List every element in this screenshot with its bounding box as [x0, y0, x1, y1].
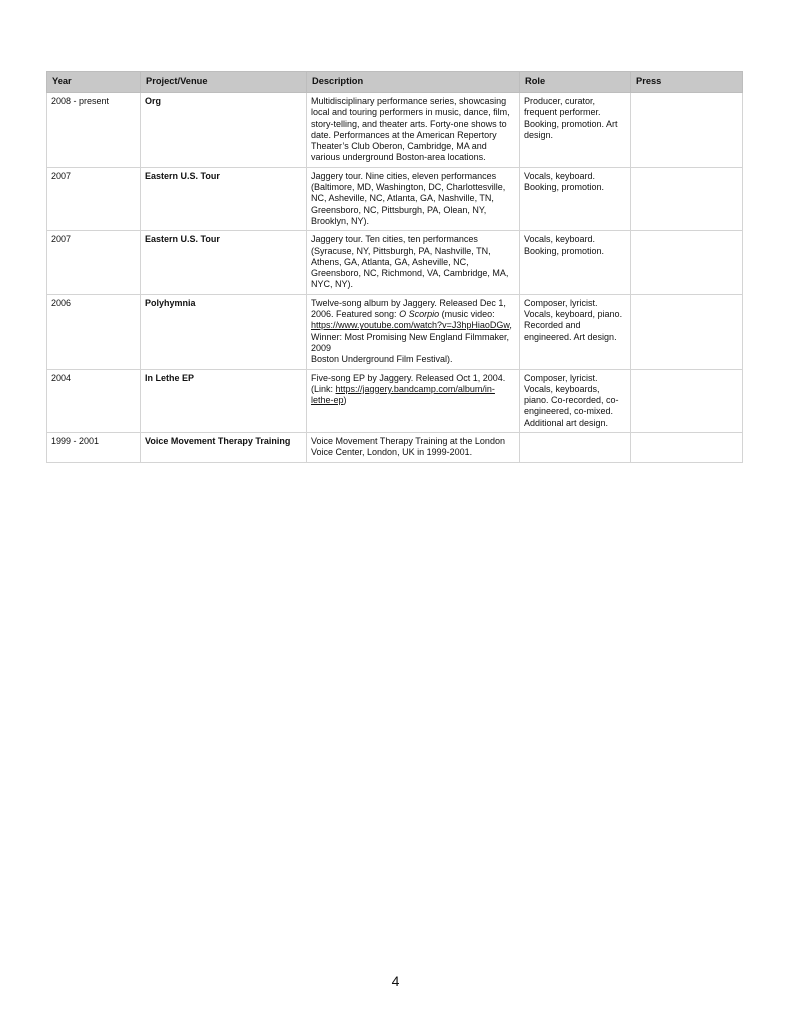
header-press: Press: [631, 72, 743, 93]
description-text: Boston Underground Film Festival).: [311, 354, 453, 365]
cell-description: [307, 93, 520, 168]
description-text: Voice Movement Therapy Training at the London Voice Center, London, UK in 1999-2001.: [311, 436, 505, 458]
header-year: Year: [47, 72, 141, 93]
cell-role: Composer, lyricist. Vocals, keyboard, piano. Recorded and engineered. Art design.: [520, 294, 631, 369]
cell-press: [631, 93, 743, 168]
cell-project-venue: Eastern U.S. Tour: [141, 167, 307, 230]
description-text: , Winner: Most Promising New England Filmmaker, 2009: [311, 320, 512, 353]
cell-project-venue: Eastern U.S. Tour: [141, 231, 307, 294]
table-row: [47, 93, 743, 168]
description-text: Twelve-song album by Jaggery. Released Dec 1, 2006. Featured song:: [311, 297, 506, 320]
cell-year: 2006: [47, 294, 141, 369]
description-text: Multidisciplinary performance series, showcasing local and touring performers in music, dance, film, story-telling, and theater arts. Forty-one shows to date. Performances at the American Repertory Theater’s Club Oberon, Cambridge, MA and various underground Boston-area locations.: [311, 96, 510, 163]
description-emphasis: O Scorpio: [399, 309, 440, 320]
description-text: ): [343, 395, 347, 406]
description-link[interactable]: https://www.youtube.com/watch?v=J3hpHiaoDGw: [311, 320, 510, 331]
cell-press: [631, 294, 743, 369]
table-row: [47, 231, 743, 294]
table-row: [47, 433, 743, 463]
description-text: Five-song EP by Jaggery. Released Oct 1, 2004. (Link:: [311, 372, 506, 394]
cell-press: [631, 369, 743, 432]
cell-press: [631, 167, 743, 230]
projects-table: [46, 71, 743, 463]
cell-role: [520, 433, 631, 463]
cell-project-venue: Polyhymnia: [141, 294, 307, 369]
cell-description: [307, 231, 520, 294]
cell-press: [631, 231, 743, 294]
cell-project-venue: In Lethe EP: [141, 369, 307, 432]
cell-year: 2004: [47, 369, 141, 432]
table-row: [47, 369, 743, 432]
cell-year: 1999 - 2001: [47, 433, 141, 463]
description-link[interactable]: https://jaggery.bandcamp.com/album/in-lethe-ep: [311, 383, 495, 406]
cell-role: Producer, curator, frequent performer. Booking, promotion. Art design.: [520, 93, 631, 168]
cell-description: [307, 167, 520, 230]
cell-year: 2008 - present: [47, 93, 141, 168]
page-number: 4: [391, 973, 400, 989]
description-text: Jaggery tour. Nine cities, eleven performances (Baltimore, MD, Washington, DC, Charlottesville, NC, Asheville, NC, Atlanta, GA, Nashville, TN, Greensboro, NC, Pittsburgh, PA, Olean, NY, Brooklyn, NY).: [311, 170, 506, 226]
table-row: [47, 294, 743, 369]
table-body: [47, 93, 743, 463]
cell-year: 2007: [47, 231, 141, 294]
table-row: [47, 167, 743, 230]
cell-role: Vocals, keyboard. Booking, promotion.: [520, 231, 631, 294]
header-role: Role: [520, 72, 631, 93]
cell-project-venue: Org: [141, 93, 307, 168]
cell-role: Composer, lyricist. Vocals, keyboards, piano. Co-recorded, co-engineered, co-mixed. Additional art design.: [520, 369, 631, 432]
cell-year: 2007: [47, 167, 141, 230]
cell-description: [307, 294, 520, 369]
description-text: (music video:: [439, 309, 495, 320]
table-header-row: [47, 72, 743, 93]
cell-role: Vocals, keyboard. Booking, promotion.: [520, 167, 631, 230]
cell-press: [631, 433, 743, 463]
cell-description: [307, 433, 520, 463]
description-text: Jaggery tour. Ten cities, ten performances (Syracuse, NY, Pittsburgh, PA, Nashville, TN, Athens, GA, Atlanta, GA, Asheville, NC, Greensboro, NC, Richmond, VA, Cambridge, MA, NYC, NY).: [311, 234, 509, 290]
cell-project-venue: Voice Movement Therapy Training: [141, 433, 307, 463]
header-project-venue: Project/Venue: [141, 72, 307, 93]
cell-description: [307, 369, 520, 432]
header-description: Description: [307, 72, 520, 93]
